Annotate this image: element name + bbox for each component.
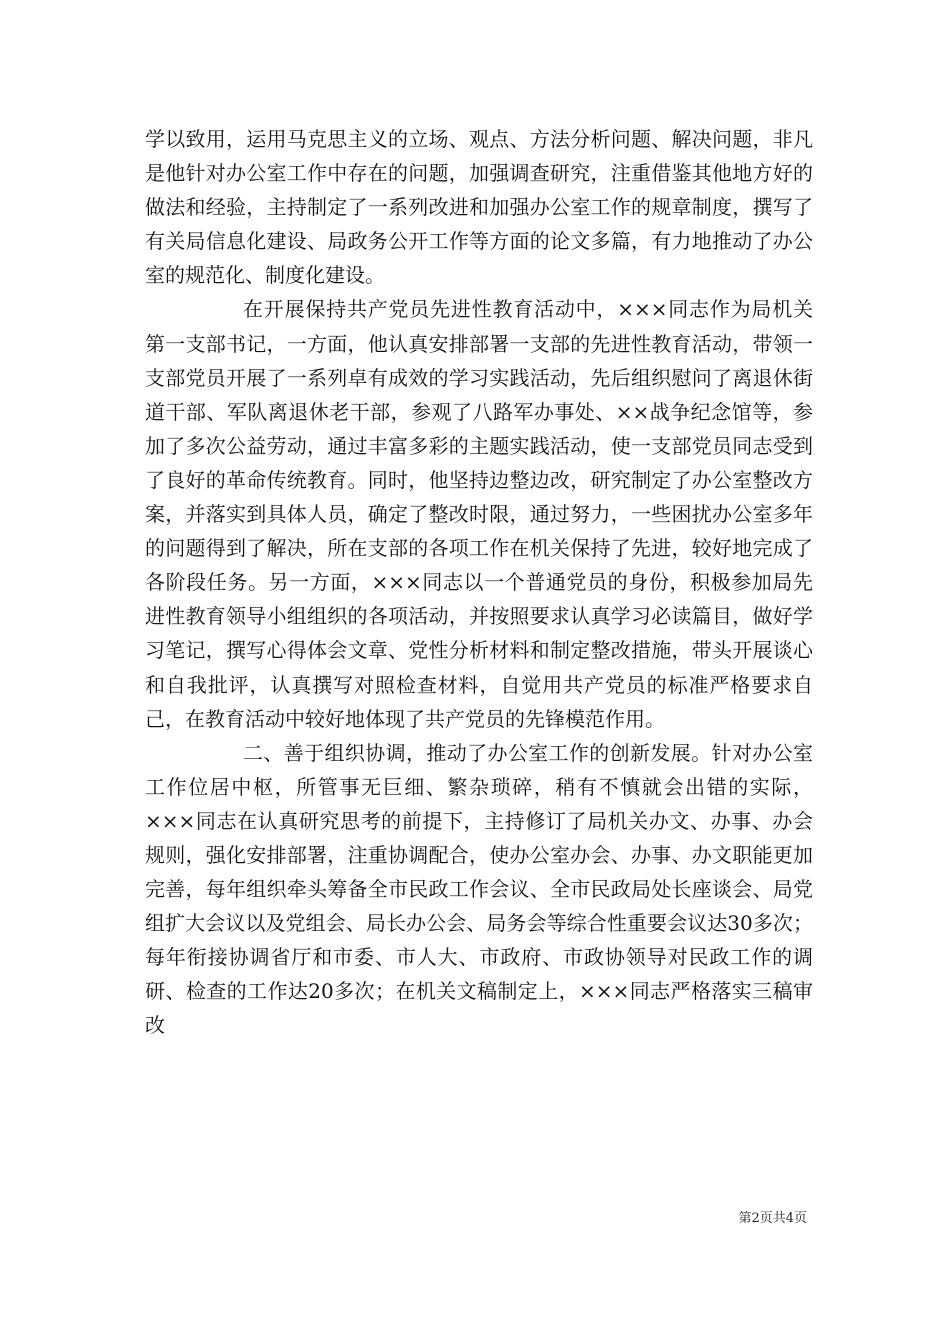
paragraph-1: 学以致用，运用马克思主义的立场、观点、方法分析问题、解决问题，非凡是他针对办公室工作中存在的问题，加强调查研究，注重借鉴其他地方好的做法和经验，主持制定了一系列改进和加强办公室工作的规章制度，撰写了有关局信息化建设、局政务公开工作等方面的论文多篇，有力地推动了办公室的规范化、制度化建设。 (145, 127, 813, 288)
page-number-footer: 第2页共4页 (738, 1211, 807, 1226)
paragraph-3: 二、善于组织协调，推动了办公室工作的创新发展。针对办公室工作位居中枢，所管事无巨细、繁杂琐碎，稍有不慎就会出错的实际，×××同志在认真研究思考的前提下，主持修订了局机关办文、办事、办会规则，强化安排部署，注重协调配合，使办公室办会、办事、办文职能更加完善，每年组织牵头筹备全市民政工作会议、全市民政局处长座谈会、局党组扩大会议以及党组会、局长办公会、局务会等综合性重要会议达30多次；每年衔接协调省厅和市委、市人大、市政府、市政协领导对民政工作的调研、检查的工作达20多次；在机关文稿制定上，×××同志严格落实三稿审改 (145, 740, 813, 1038)
paragraph-2: 在开展保持共产党员先进性教育活动中，×××同志作为局机关第一支部书记，一方面，他认真安排部署一支部的先进性教育活动，带领一支部党员开展了一系列卓有成效的学习实践活动，先后组织慰问了离退休街道干部、军队离退休老干部，参观了八路军办事处、××战争纪念馆等，参加了多次公益劳动，通过丰富多彩的主题实践活动，使一支部党员同志受到了良好的革命传统教育。同时，他坚持边整边改，研究制定了办公室整改方案，并落实到具体人员，确定了整改时限，通过努力，一些困扰办公室多年的问题得到了解决，所在支部的各项工作在机关保持了先进，较好地完成了各阶段任务。另一方面，×××同志以一个普通党员的身份，积极参加局先进性教育领导小组组织的各项活动，并按照要求认真学习必读篇目，做好学习笔记，撰写心得体会文章、党性分析材料和制定整改措施，带头开展谈心和自我批评，认真撰写对照检查材料，自觉用共产党员的标准严格要求自己，在教育活动中较好地体现了共产党员的先锋模范作用。 (145, 297, 813, 731)
document-body (145, 122, 813, 1043)
